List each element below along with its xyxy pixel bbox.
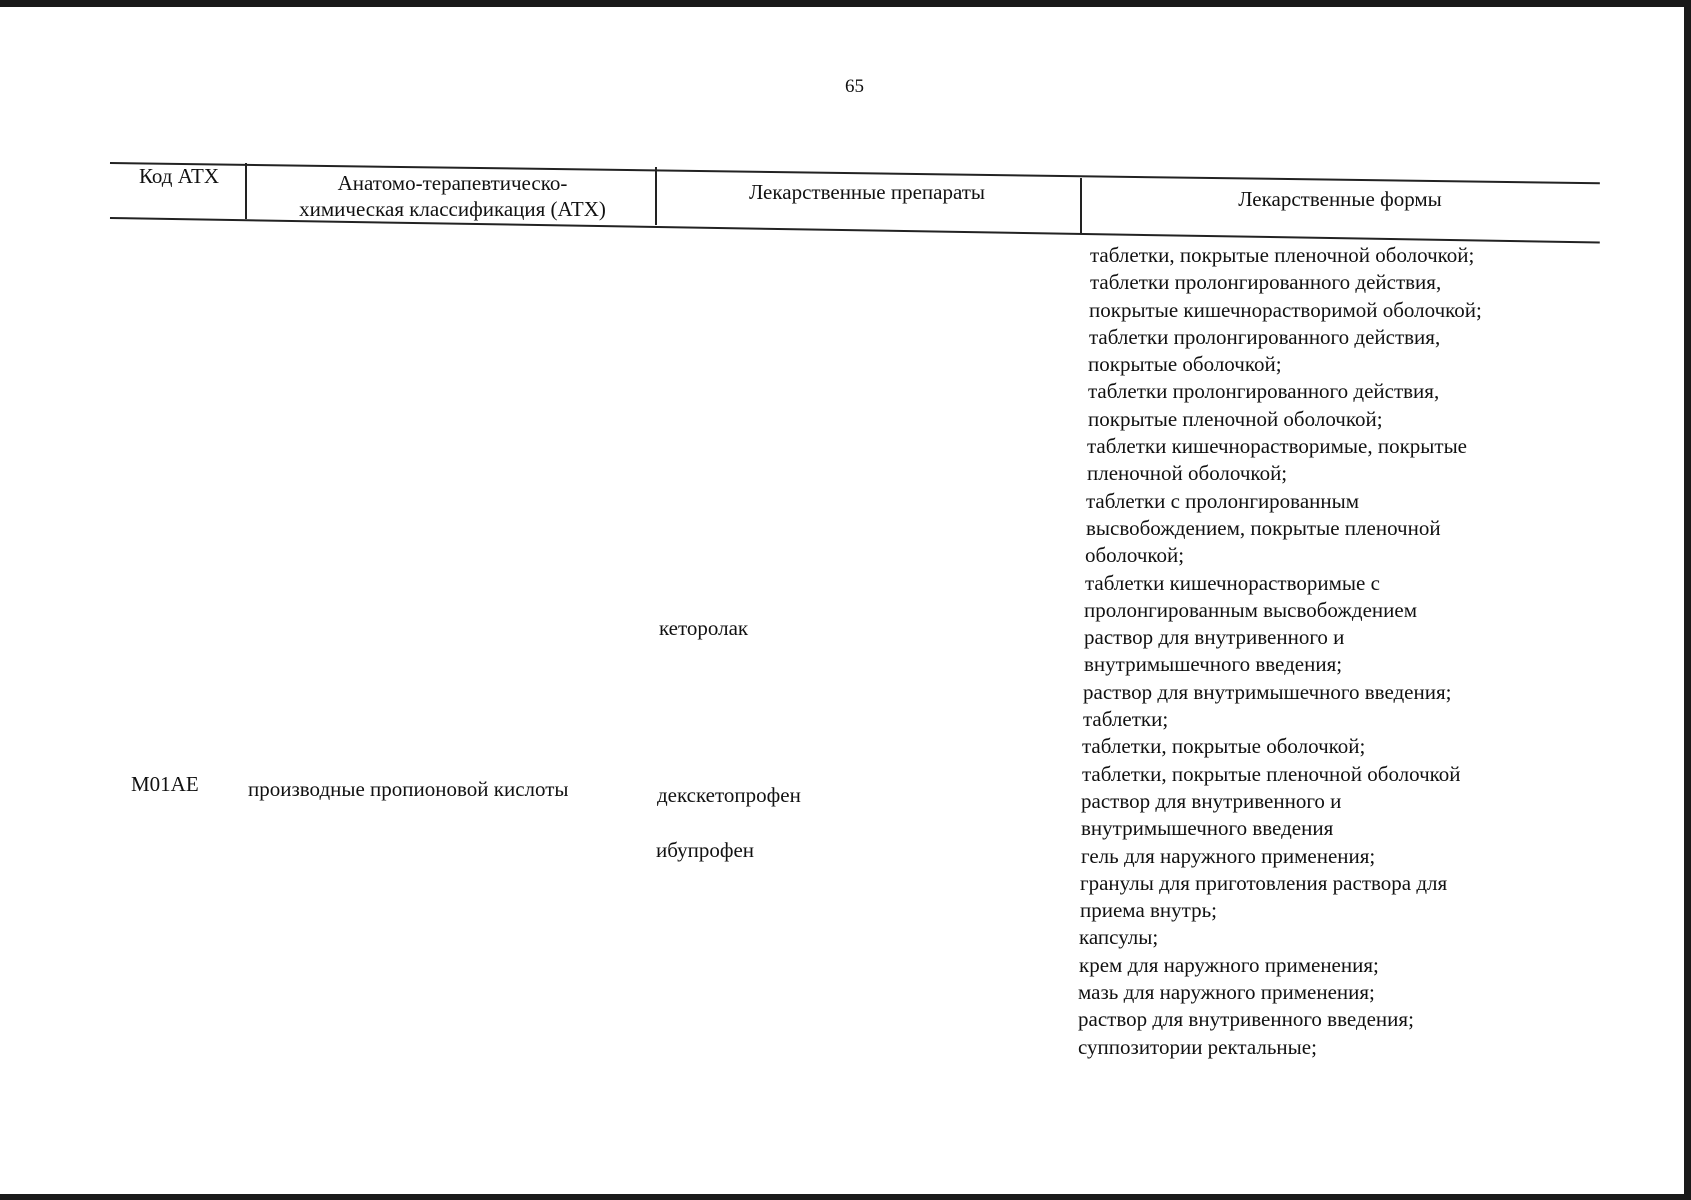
dosage-form-line: покрытые кишечнорастворимой оболочкой; — [1089, 297, 1482, 322]
dosage-form-line: крем для наружного применения; — [1079, 952, 1379, 977]
dosage-form-line: таблетки, покрытые пленочной оболочкой — [1082, 761, 1461, 786]
dosage-form-line: таблетки пролонгированного действия, — [1090, 270, 1442, 295]
dosage-form-line: суппозитории ректальные; — [1078, 1034, 1317, 1059]
dosage-form-line: покрытые пленочной оболочкой; — [1088, 406, 1383, 431]
dosage-form-line: оболочкой; — [1085, 543, 1185, 568]
scan-border-bottom — [0, 1194, 1691, 1200]
drug-name: кеторолак — [659, 616, 749, 640]
header-forms: Лекарственные формы — [1238, 187, 1442, 211]
dosage-form-line: приема внутрь; — [1080, 898, 1218, 923]
dosage-form-line: покрытые оболочкой; — [1088, 352, 1282, 377]
dosage-form-line: раствор для внутримышечного введения; — [1083, 679, 1452, 704]
page-number: 65 — [845, 76, 864, 97]
dosage-form-line: таблетки кишечнорастворимые, покрытые — [1087, 434, 1467, 459]
dosage-forms-list — [1078, 242, 1482, 1061]
scan-border-top — [0, 0, 1691, 7]
dosage-form-line: мазь для наружного применения; — [1078, 980, 1375, 1005]
header-code: Код АТХ — [138, 164, 220, 188]
dosage-form-line: таблетки кишечнорастворимые с — [1085, 570, 1380, 595]
column-divider-3 — [1080, 178, 1082, 234]
dosage-form-line: таблетки; — [1083, 707, 1169, 732]
drug-name: декскетопрофен — [657, 783, 801, 807]
atc-code: M01AE — [131, 772, 199, 796]
column-divider-2 — [655, 167, 657, 225]
dosage-form-line: капсулы; — [1079, 925, 1159, 950]
scan-border-right — [1684, 0, 1691, 1200]
dosage-form-line: пленочной оболочкой; — [1087, 461, 1288, 486]
column-divider-1 — [245, 163, 247, 219]
dosage-form-line: высвобождением, покрытые пленочной — [1086, 515, 1441, 540]
dosage-form-line: таблетки, покрытые оболочкой; — [1082, 734, 1366, 759]
atc-classification: производные пропионовой кислоты — [248, 777, 569, 801]
header-classification-line2: химическая классификация (АТХ) — [299, 197, 606, 221]
dosage-form-line: внутримышечного введения; — [1084, 652, 1343, 677]
dosage-form-line: гранулы для приготовления раствора для — [1080, 870, 1448, 895]
dosage-form-line: таблетки пролонгированного действия, — [1088, 379, 1440, 404]
drug-name: ибупрофен — [656, 838, 755, 862]
dosage-form-line: таблетки с пролонгированным — [1086, 488, 1360, 513]
dosage-form-line: гель для наружного применения; — [1081, 843, 1376, 868]
dosage-form-line: раствор для внутривенного и — [1084, 625, 1345, 650]
header-drugs: Лекарственные препараты — [748, 180, 986, 204]
dosage-form-line: пролонгированным высвобождением — [1084, 597, 1417, 622]
header-classification-line1: Анатомо-терапевтическо- — [337, 171, 568, 195]
dosage-form-line: внутримышечного введения — [1081, 816, 1334, 841]
dosage-form-line: раствор для внутривенного введения; — [1078, 1007, 1414, 1032]
dosage-form-line: таблетки, покрытые пленочной оболочкой; — [1090, 243, 1475, 267]
dosage-form-line: раствор для внутривенного и — [1081, 788, 1342, 813]
dosage-form-line: таблетки пролонгированного действия, — [1089, 324, 1441, 349]
header-classification — [255, 170, 650, 222]
